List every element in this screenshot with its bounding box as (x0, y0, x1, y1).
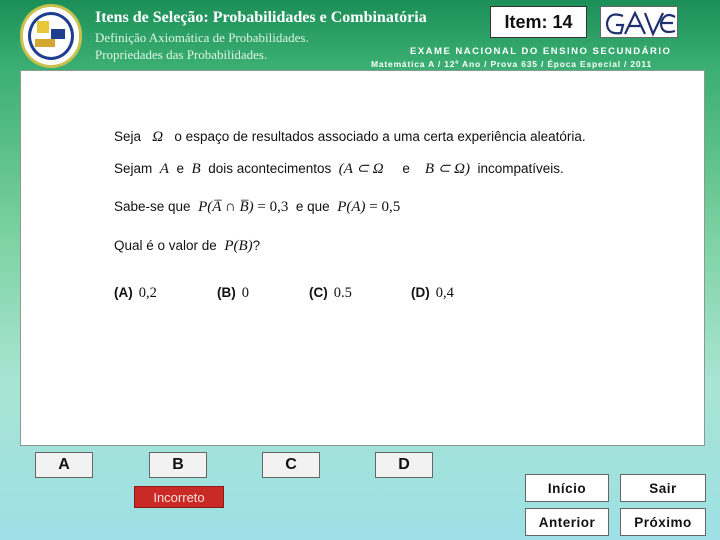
feedback-badge: Incorreto (134, 486, 224, 508)
gave-logo (600, 6, 678, 38)
probability-expression: P(A̅ ∩ B̅) (198, 199, 254, 215)
text: dois acontecimentos (208, 161, 332, 176)
text: incompatíveis. (477, 161, 564, 176)
question-line-3 (114, 199, 400, 216)
item-number-badge: Item: 14 (490, 6, 587, 38)
answer-c-button[interactable]: C (262, 452, 320, 478)
option-letter: (A) (114, 285, 133, 300)
answer-b-button[interactable]: B (149, 452, 207, 478)
text: e que (295, 199, 330, 214)
proximo-button[interactable]: Próximo (620, 508, 706, 536)
option-letter: (B) (217, 285, 236, 300)
answer-a-button[interactable]: A (35, 452, 93, 478)
text: Seja (114, 129, 142, 144)
option-value: 0,4 (435, 285, 454, 301)
omega-symbol: Ω (152, 129, 164, 145)
event-a-symbol: A (159, 161, 169, 177)
text: Sabe-se que (114, 199, 191, 214)
exam-title: EXAME NACIONAL DO ENSINO SECUNDÁRIO (410, 46, 672, 57)
probability-value: = 0,5 (369, 199, 401, 215)
option-a (114, 285, 157, 302)
inicio-button[interactable]: Início (525, 474, 609, 502)
option-letter: (C) (309, 285, 328, 300)
subset-expression: (A ⊂ Ω (338, 161, 384, 177)
anterior-button[interactable]: Anterior (525, 508, 609, 536)
logo-mark-icon (37, 21, 49, 33)
question-line-1 (114, 129, 586, 146)
page-subtitle-1: Definição Axiomática de Probabilidades. (95, 30, 309, 45)
option-d (411, 285, 454, 302)
logo-mark-icon (35, 39, 55, 47)
probability-expression: P(A) (337, 199, 366, 215)
option-value: 0,2 (138, 285, 157, 301)
event-b-symbol: B (191, 161, 201, 177)
sair-button[interactable]: Sair (620, 474, 706, 502)
page-title: Itens de Seleção: Probabilidades e Combinatória (95, 9, 427, 26)
gave-logo-icon (601, 7, 679, 39)
option-value: 0 (241, 285, 249, 301)
probability-value: = 0,3 (257, 199, 289, 215)
option-letter: (D) (411, 285, 430, 300)
subset-expression: B ⊂ Ω) (424, 161, 470, 177)
text: e (176, 161, 184, 176)
probability-expression: P(B) (224, 238, 253, 254)
option-c (309, 285, 352, 302)
option-b (217, 285, 249, 302)
question-line-2 (114, 159, 564, 178)
answer-d-button[interactable]: D (375, 452, 433, 478)
school-logo (20, 4, 82, 68)
logo-mark-icon (51, 29, 65, 39)
text: e (402, 161, 410, 176)
text: o espaço de resultados associado a uma certa experiência aleatória. (174, 129, 586, 144)
text: Qual é o valor de (114, 238, 217, 253)
page-subtitle-2: Propriedades das Probabilidades. (95, 47, 268, 62)
question-panel (20, 70, 705, 446)
option-value: 0.5 (333, 285, 352, 301)
question-line-4 (114, 238, 260, 255)
text: ? (252, 238, 261, 253)
exam-details: Matemática A / 12º Ano / Prova 635 / Época Especial / 2011 (371, 59, 653, 69)
text: Sejam (114, 161, 153, 176)
